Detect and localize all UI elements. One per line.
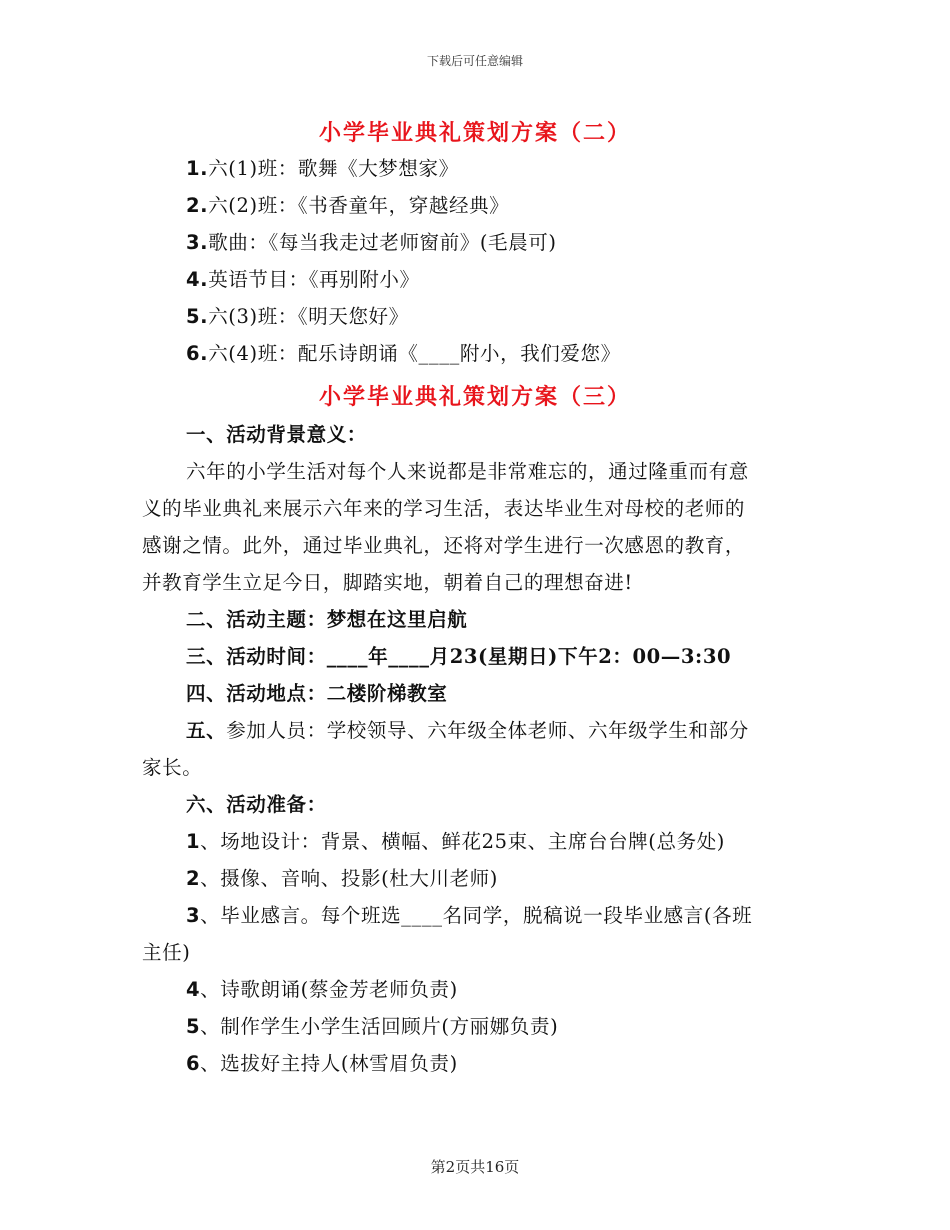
- prep-text: 、诗歌朗诵(蔡金芳老师负责): [200, 978, 458, 1001]
- prep-item: [186, 1052, 458, 1076]
- section-title-2: 小学毕业典礼策划方案（二）: [318, 120, 631, 146]
- item-text: 歌曲：《每当我走过老师窗前》(毛晨可): [208, 231, 557, 254]
- prep-item: [186, 978, 458, 1002]
- prep-text: 、场地设计：背景、横幅、鲜花25束、主席台台牌(总务处): [200, 830, 726, 853]
- item-number: 5.: [186, 305, 209, 328]
- item-number: 4.: [186, 268, 209, 291]
- page-header: 下载后可任意编辑: [426, 54, 523, 68]
- item-number: 2.: [186, 194, 209, 217]
- item-number: 3.: [186, 231, 209, 254]
- activity-place: 四、活动地点：二楼阶梯教室: [186, 682, 448, 705]
- activity-theme: 二、活动主题：梦想在这里启航: [186, 608, 468, 631]
- prep-number: 6: [186, 1052, 201, 1075]
- background-paragraph-line: 六年的小学生活对每个人来说都是非常难忘的，通过隆重而有意: [186, 460, 749, 483]
- program-item: [186, 194, 509, 218]
- background-paragraph-line: 并教育学生立足今日，脚踏实地，朝着自己的理想奋进!: [142, 571, 633, 594]
- participants-text: 参加人员：学校领导、六年级全体老师、六年级学生和部分: [226, 719, 749, 742]
- section-title-3: 小学毕业典礼策划方案（三）: [318, 384, 631, 410]
- item-text: 六(4)班：配乐诗朗诵《____附小，我们爱您》: [208, 342, 621, 365]
- prep-number: 2: [186, 867, 201, 890]
- prep-heading: 六、活动准备：: [186, 793, 327, 816]
- background-paragraph-line: 感谢之情。此外，通过毕业典礼，还将对学生进行一次感恩的教育，: [142, 534, 746, 557]
- program-item: [186, 342, 621, 366]
- background-paragraph-line: 义的毕业典礼来展示六年来的学习生活，表达毕业生对母校的老师的: [142, 497, 746, 520]
- participants-label: 五、: [186, 719, 227, 742]
- item-text: 英语节目：《再别附小》: [208, 268, 420, 291]
- participants-line: [186, 719, 749, 743]
- prep-number: 4: [186, 978, 201, 1001]
- page-footer: 第2页共16页: [430, 1158, 520, 1176]
- prep-text: 、制作学生小学生活回顾片(方丽娜负责): [200, 1015, 559, 1038]
- background-heading: 一、活动背景意义：: [186, 423, 367, 446]
- prep-text: 、选拔好主持人(林雪眉负责): [200, 1052, 458, 1075]
- program-item: [186, 268, 420, 292]
- item-number: 6.: [186, 342, 209, 365]
- prep-number: 5: [186, 1015, 201, 1038]
- item-number: 1.: [186, 157, 209, 180]
- program-item: [186, 305, 409, 329]
- prep-text: 、摄像、音响、投影(杜大川老师): [200, 867, 498, 890]
- item-text: 六(2)班：《书香童年，穿越经典》: [208, 194, 510, 217]
- prep-item: [186, 904, 752, 928]
- item-text: 六(3)班：《明天您好》: [208, 305, 409, 328]
- prep-text: 、毕业感言。每个班选____名同学，脱稿说一段毕业感言(各班: [200, 904, 753, 927]
- item-text: 六(1)班：歌舞《大梦想家》: [208, 157, 459, 180]
- program-item: [186, 231, 557, 255]
- participants-line-2: 家长。: [142, 756, 203, 779]
- prep-number: 1: [186, 830, 201, 853]
- activity-time: 三、活动时间：____年____月23(星期日)下午2：00—3:30: [186, 645, 732, 668]
- prep-item: [186, 1015, 558, 1039]
- program-item: [186, 157, 459, 181]
- prep-item-continuation: 主任): [142, 941, 191, 964]
- prep-number: 3: [186, 904, 201, 927]
- prep-item: [186, 830, 725, 854]
- prep-item: [186, 867, 498, 891]
